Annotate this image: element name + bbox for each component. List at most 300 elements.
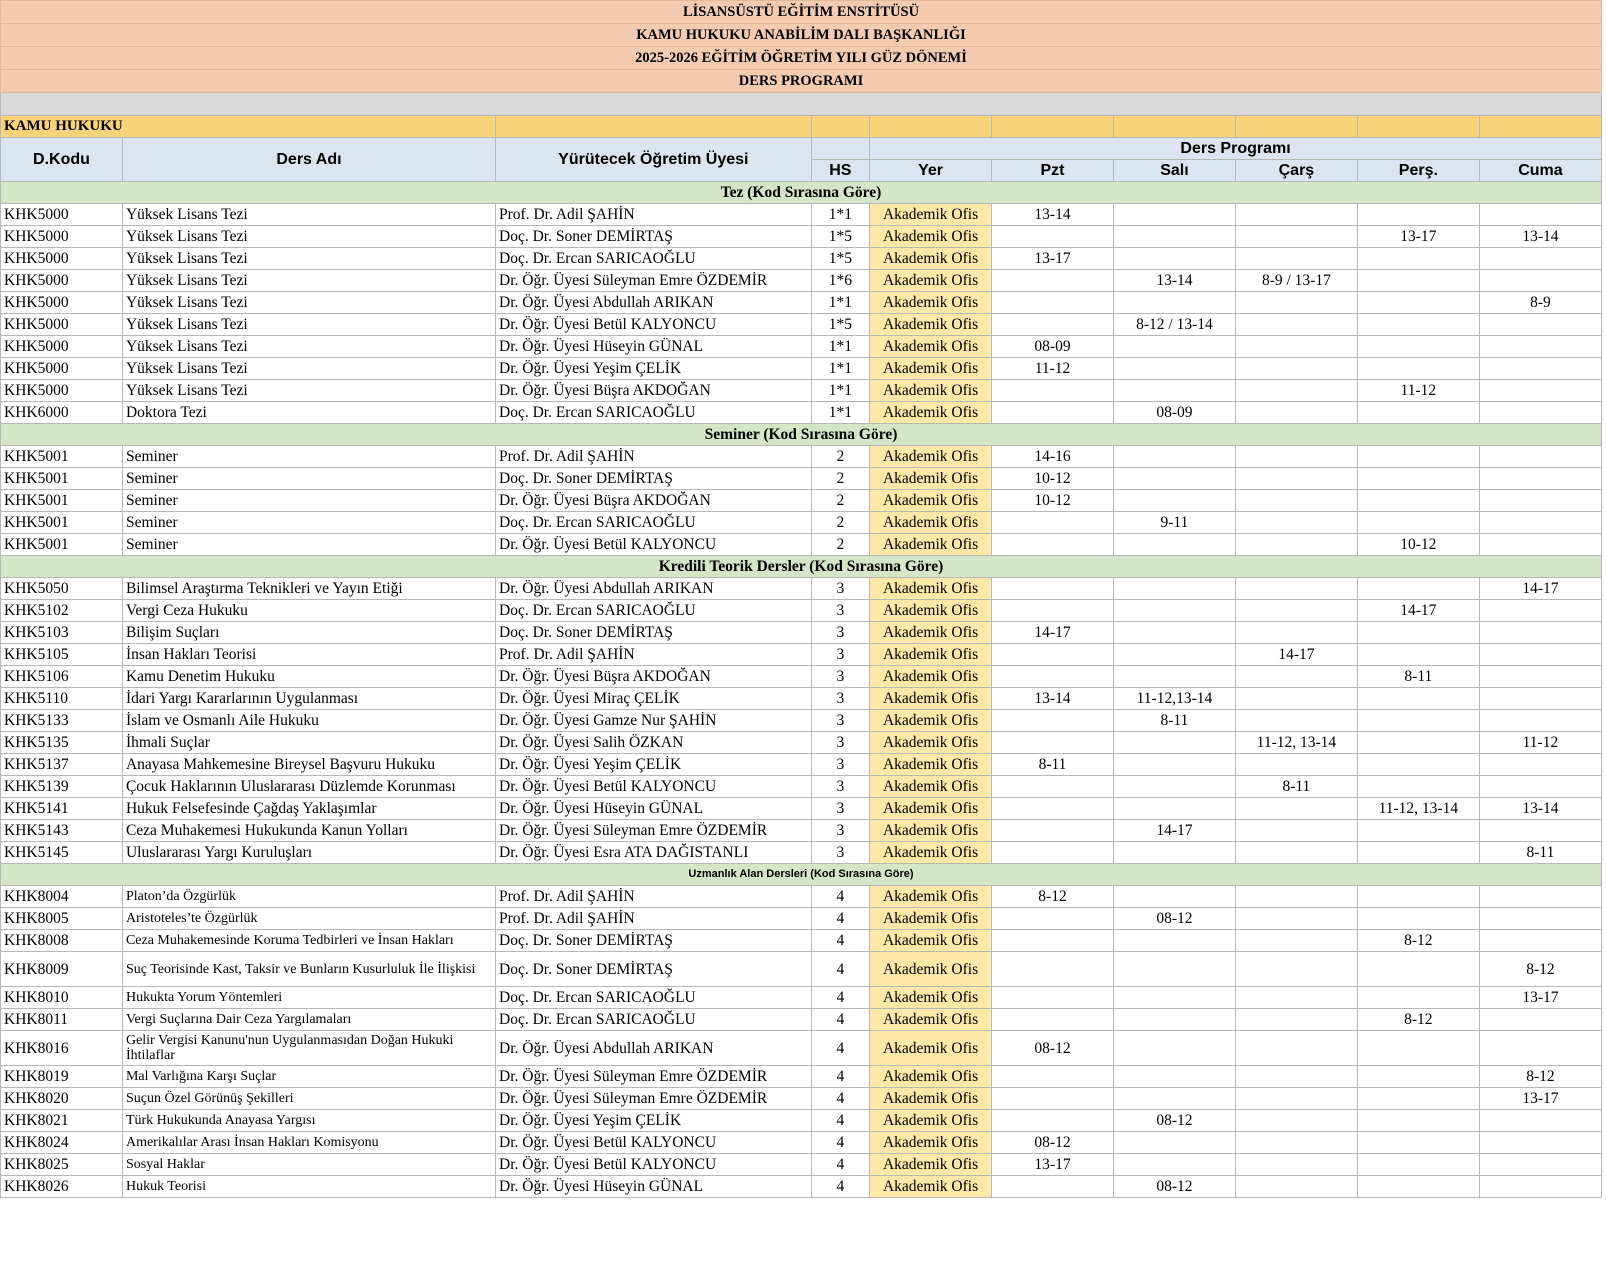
place-cell: Akademik Ofis	[870, 622, 992, 644]
section-title: Kredili Teorik Dersler (Kod Sırasına Göre)	[1, 556, 1602, 578]
course-code: KHK5000	[1, 204, 123, 226]
place-cell: Akademik Ofis	[870, 798, 992, 820]
mon-slot	[992, 842, 1114, 864]
wed-slot	[1235, 490, 1357, 512]
course-name: Ceza Muhakemesi Hukukunda Kanun Yolları	[122, 820, 495, 842]
mon-slot	[992, 226, 1114, 248]
instructor: Dr. Öğr. Üyesi Esra ATA DAĞISTANLI	[496, 842, 812, 864]
fri-slot	[1479, 490, 1601, 512]
course-name: Yüksek Lisans Tezi	[122, 336, 495, 358]
tue-slot	[1113, 248, 1235, 270]
course-name: Suçun Özel Görünüş Şekilleri	[122, 1088, 495, 1110]
hs-value: 4	[811, 1066, 869, 1088]
mon-slot	[992, 1176, 1114, 1198]
instructor: Dr. Öğr. Üyesi Büşra AKDOĞAN	[496, 666, 812, 688]
thu-slot	[1357, 842, 1479, 864]
tue-slot	[1113, 1066, 1235, 1088]
mon-slot: 13-17	[992, 248, 1114, 270]
course-name: Yüksek Lisans Tezi	[122, 270, 495, 292]
instructor: Prof. Dr. Adil ŞAHİN	[496, 644, 812, 666]
course-code: KHK5143	[1, 820, 123, 842]
table-row	[1, 930, 1602, 952]
wed-slot	[1235, 380, 1357, 402]
wed-slot: 11-12, 13-14	[1235, 732, 1357, 754]
wed-slot	[1235, 842, 1357, 864]
hs-value: 3	[811, 600, 869, 622]
course-code: KHK5000	[1, 248, 123, 270]
mon-slot	[992, 820, 1114, 842]
orange-cell	[992, 116, 1114, 138]
instructor: Dr. Öğr. Üyesi Yeşim ÇELİK	[496, 1110, 812, 1132]
thu-slot: 8-11	[1357, 666, 1479, 688]
course-code: KHK8026	[1, 1176, 123, 1198]
mon-slot	[992, 908, 1114, 930]
instructor: Dr. Öğr. Üyesi Salih ÖZKAN	[496, 732, 812, 754]
place-cell: Akademik Ofis	[870, 710, 992, 732]
place-cell: Akademik Ofis	[870, 1176, 992, 1198]
course-code: KHK5141	[1, 798, 123, 820]
orange-cell	[1357, 116, 1479, 138]
place-cell: Akademik Ofis	[870, 930, 992, 952]
wed-slot	[1235, 314, 1357, 336]
wed-slot	[1235, 336, 1357, 358]
col-header-thu: Perş.	[1357, 160, 1479, 182]
course-code: KHK8010	[1, 987, 123, 1009]
instructor: Dr. Öğr. Üyesi Miraç ÇELİK	[496, 688, 812, 710]
tue-slot	[1113, 987, 1235, 1009]
instructor: Dr. Öğr. Üyesi Betül KALYONCU	[496, 534, 812, 556]
course-code: KHK5133	[1, 710, 123, 732]
place-cell: Akademik Ofis	[870, 688, 992, 710]
instructor: Dr. Öğr. Üyesi Gamze Nur ŞAHİN	[496, 710, 812, 732]
table-row	[1, 314, 1602, 336]
course-code: KHK5145	[1, 842, 123, 864]
spacer-row	[1, 93, 1602, 116]
thu-slot	[1357, 732, 1479, 754]
place-cell: Akademik Ofis	[870, 754, 992, 776]
orange-cell	[870, 116, 992, 138]
table-row	[1, 446, 1602, 468]
course-code: KHK5000	[1, 226, 123, 248]
place-cell: Akademik Ofis	[870, 292, 992, 314]
fri-slot	[1479, 468, 1601, 490]
course-code: KHK5001	[1, 490, 123, 512]
table-row	[1, 886, 1602, 908]
course-name: Uluslararası Yargı Kuruluşları	[122, 842, 495, 864]
wed-slot	[1235, 578, 1357, 600]
thu-slot	[1357, 1132, 1479, 1154]
mon-slot: 08-09	[992, 336, 1114, 358]
fri-slot: 13-14	[1479, 798, 1601, 820]
mon-slot	[992, 930, 1114, 952]
place-cell: Akademik Ofis	[870, 666, 992, 688]
hs-value: 1*1	[811, 204, 869, 226]
hs-value: 1*5	[811, 226, 869, 248]
fri-slot	[1479, 534, 1601, 556]
course-code: KHK5001	[1, 468, 123, 490]
hs-value: 3	[811, 578, 869, 600]
instructor: Dr. Öğr. Üyesi Süleyman Emre ÖZDEMİR	[496, 820, 812, 842]
wed-slot	[1235, 798, 1357, 820]
table-row	[1, 1110, 1602, 1132]
fri-slot	[1479, 776, 1601, 798]
course-name: Mal Varlığına Karşı Suçlar	[122, 1066, 495, 1088]
course-code: KHK8020	[1, 1088, 123, 1110]
wed-slot	[1235, 952, 1357, 987]
wed-slot	[1235, 688, 1357, 710]
wed-slot	[1235, 908, 1357, 930]
thu-slot: 10-12	[1357, 534, 1479, 556]
tue-slot: 8-11	[1113, 710, 1235, 732]
table-row	[1, 908, 1602, 930]
wed-slot	[1235, 600, 1357, 622]
hs-value: 1*1	[811, 292, 869, 314]
hs-value: 4	[811, 1154, 869, 1176]
fri-slot	[1479, 930, 1601, 952]
hs-value: 3	[811, 666, 869, 688]
course-code: KHK8011	[1, 1009, 123, 1031]
course-name: Hukukta Yorum Yöntemleri	[122, 987, 495, 1009]
place-cell: Akademik Ofis	[870, 402, 992, 424]
wed-slot	[1235, 1110, 1357, 1132]
course-code: KHK5000	[1, 358, 123, 380]
fri-slot	[1479, 402, 1601, 424]
table-row	[1, 578, 1602, 600]
course-code: KHK5000	[1, 314, 123, 336]
course-name: İnsan Hakları Teorisi	[122, 644, 495, 666]
table-row	[1, 987, 1602, 1009]
fri-slot	[1479, 710, 1601, 732]
col-header-blank	[811, 138, 869, 160]
tue-slot	[1113, 490, 1235, 512]
thu-slot	[1357, 886, 1479, 908]
mon-slot: 08-12	[992, 1132, 1114, 1154]
course-name: Gelir Vergisi Kanunu'nun Uygulanmasıdan Doğan Hukuki İhtilaflar	[122, 1031, 495, 1066]
fri-slot	[1479, 1132, 1601, 1154]
section-header-row	[1, 864, 1602, 886]
course-name: Yüksek Lisans Tezi	[122, 226, 495, 248]
course-code: KHK5103	[1, 622, 123, 644]
instructor: Dr. Öğr. Üyesi Hüseyin GÜNAL	[496, 798, 812, 820]
fri-slot: 13-14	[1479, 226, 1601, 248]
table-row	[1, 270, 1602, 292]
place-cell: Akademik Ofis	[870, 644, 992, 666]
table-row	[1, 248, 1602, 270]
wed-slot	[1235, 622, 1357, 644]
instructor: Doç. Dr. Soner DEMİRTAŞ	[496, 226, 812, 248]
wed-slot	[1235, 1132, 1357, 1154]
table-row	[1, 1154, 1602, 1176]
department-label: KAMU HUKUKU	[1, 116, 496, 138]
table-row	[1, 402, 1602, 424]
course-code: KHK8021	[1, 1110, 123, 1132]
instructor: Doç. Dr. Ercan SARICAOĞLU	[496, 512, 812, 534]
instructor: Doç. Dr. Soner DEMİRTAŞ	[496, 930, 812, 952]
place-cell: Akademik Ofis	[870, 204, 992, 226]
header-line-2: KAMU HUKUKU ANABİLİM DALI BAŞKANLIĞI	[1, 24, 1602, 47]
place-cell: Akademik Ofis	[870, 380, 992, 402]
fri-slot	[1479, 1110, 1601, 1132]
thu-slot	[1357, 908, 1479, 930]
tue-slot	[1113, 842, 1235, 864]
mon-slot: 13-17	[992, 1154, 1114, 1176]
wed-slot	[1235, 248, 1357, 270]
hs-value: 2	[811, 512, 869, 534]
mon-slot	[992, 1066, 1114, 1088]
fri-slot	[1479, 204, 1601, 226]
hs-value: 4	[811, 987, 869, 1009]
tue-slot	[1113, 1132, 1235, 1154]
thu-slot	[1357, 820, 1479, 842]
thu-slot: 13-17	[1357, 226, 1479, 248]
col-header-mon: Pzt	[992, 160, 1114, 182]
table-row	[1, 798, 1602, 820]
place-cell: Akademik Ofis	[870, 886, 992, 908]
hs-value: 2	[811, 446, 869, 468]
thu-slot	[1357, 754, 1479, 776]
hs-value: 4	[811, 1031, 869, 1066]
course-code: KHK5000	[1, 270, 123, 292]
table-row	[1, 754, 1602, 776]
fri-slot	[1479, 270, 1601, 292]
col-header-wed: Çarş	[1235, 160, 1357, 182]
instructor: Dr. Öğr. Üyesi Yeşim ÇELİK	[496, 358, 812, 380]
tue-slot: 08-09	[1113, 402, 1235, 424]
tue-slot	[1113, 578, 1235, 600]
wed-slot	[1235, 754, 1357, 776]
hs-value: 4	[811, 1176, 869, 1198]
thu-slot	[1357, 204, 1479, 226]
tue-slot: 08-12	[1113, 908, 1235, 930]
mon-slot	[992, 292, 1114, 314]
tue-slot: 14-17	[1113, 820, 1235, 842]
course-name: Amerikalılar Arası İnsan Hakları Komisyonu	[122, 1132, 495, 1154]
course-name: Yüksek Lisans Tezi	[122, 380, 495, 402]
tue-slot	[1113, 930, 1235, 952]
orange-cell	[811, 116, 869, 138]
hs-value: 1*5	[811, 314, 869, 336]
fri-slot	[1479, 1154, 1601, 1176]
wed-slot	[1235, 987, 1357, 1009]
fri-slot	[1479, 688, 1601, 710]
place-cell: Akademik Ofis	[870, 578, 992, 600]
col-header-code: D.Kodu	[1, 138, 123, 182]
instructor: Dr. Öğr. Üyesi Abdullah ARIKAN	[496, 578, 812, 600]
col-header-instructor: Yürütecek Öğretim Üyesi	[496, 138, 812, 182]
course-code: KHK8005	[1, 908, 123, 930]
fri-slot	[1479, 644, 1601, 666]
mon-slot: 13-14	[992, 204, 1114, 226]
table-row	[1, 336, 1602, 358]
tue-slot	[1113, 754, 1235, 776]
tue-slot: 11-12,13-14	[1113, 688, 1235, 710]
table-row	[1, 1176, 1602, 1198]
table-row	[1, 1088, 1602, 1110]
section-title: Uzmanlık Alan Dersleri (Kod Sırasına Göre)	[1, 864, 1602, 886]
course-name: Kamu Denetim Hukuku	[122, 666, 495, 688]
table-row	[1, 688, 1602, 710]
hs-value: 3	[811, 688, 869, 710]
course-code: KHK8019	[1, 1066, 123, 1088]
tue-slot	[1113, 732, 1235, 754]
table-row	[1, 204, 1602, 226]
table-row	[1, 534, 1602, 556]
course-code: KHK5000	[1, 292, 123, 314]
thu-slot	[1357, 776, 1479, 798]
thu-slot	[1357, 248, 1479, 270]
wed-slot	[1235, 204, 1357, 226]
hs-value: 4	[811, 952, 869, 987]
thu-slot	[1357, 358, 1479, 380]
hs-value: 2	[811, 534, 869, 556]
col-header-program: Ders Programı	[870, 138, 1602, 160]
tue-slot: 08-12	[1113, 1176, 1235, 1198]
place-cell: Akademik Ofis	[870, 1154, 992, 1176]
fri-slot	[1479, 622, 1601, 644]
wed-slot	[1235, 446, 1357, 468]
wed-slot	[1235, 1009, 1357, 1031]
wed-slot: 14-17	[1235, 644, 1357, 666]
course-code: KHK5106	[1, 666, 123, 688]
mon-slot	[992, 1110, 1114, 1132]
course-name: Seminer	[122, 534, 495, 556]
thu-slot	[1357, 314, 1479, 336]
tue-slot	[1113, 1088, 1235, 1110]
col-header-place: Yer	[870, 160, 992, 182]
instructor: Doç. Dr. Ercan SARICAOĞLU	[496, 402, 812, 424]
course-code: KHK5000	[1, 380, 123, 402]
course-name: İhmali Suçlar	[122, 732, 495, 754]
thu-slot	[1357, 578, 1479, 600]
mon-slot	[992, 314, 1114, 336]
instructor: Dr. Öğr. Üyesi Betül KALYONCU	[496, 1132, 812, 1154]
course-code: KHK5137	[1, 754, 123, 776]
orange-cell	[1235, 116, 1357, 138]
place-cell: Akademik Ofis	[870, 952, 992, 987]
wed-slot	[1235, 930, 1357, 952]
thu-slot	[1357, 622, 1479, 644]
hs-value: 3	[811, 754, 869, 776]
tue-slot	[1113, 204, 1235, 226]
col-header-fri: Cuma	[1479, 160, 1601, 182]
fri-slot: 13-17	[1479, 1088, 1601, 1110]
hs-value: 1*6	[811, 270, 869, 292]
mon-slot	[992, 710, 1114, 732]
course-name: Hukuk Felsefesinde Çağdaş Yaklaşımlar	[122, 798, 495, 820]
section-header-row	[1, 182, 1602, 204]
tue-slot	[1113, 1031, 1235, 1066]
table-row	[1, 490, 1602, 512]
course-name: Seminer	[122, 468, 495, 490]
mon-slot: 14-17	[992, 622, 1114, 644]
course-code: KHK5001	[1, 512, 123, 534]
fri-slot	[1479, 358, 1601, 380]
place-cell: Akademik Ofis	[870, 358, 992, 380]
mon-slot	[992, 776, 1114, 798]
col-header-course: Ders Adı	[122, 138, 495, 182]
instructor: Dr. Öğr. Üyesi Betül KALYONCU	[496, 776, 812, 798]
tue-slot	[1113, 622, 1235, 644]
mon-slot: 8-12	[992, 886, 1114, 908]
hs-value: 4	[811, 1088, 869, 1110]
course-code: KHK5001	[1, 446, 123, 468]
tue-slot	[1113, 226, 1235, 248]
mon-slot	[992, 732, 1114, 754]
mon-slot: 13-14	[992, 688, 1114, 710]
wed-slot	[1235, 886, 1357, 908]
tue-slot	[1113, 446, 1235, 468]
hs-value: 1*1	[811, 358, 869, 380]
course-name: Yüksek Lisans Tezi	[122, 204, 495, 226]
instructor: Dr. Öğr. Üyesi Abdullah ARIKAN	[496, 1031, 812, 1066]
instructor: Prof. Dr. Adil ŞAHİN	[496, 204, 812, 226]
hs-value: 3	[811, 820, 869, 842]
thu-slot: 8-12	[1357, 1009, 1479, 1031]
table-row	[1, 666, 1602, 688]
hs-value: 3	[811, 842, 869, 864]
wed-slot	[1235, 1154, 1357, 1176]
table-row	[1, 644, 1602, 666]
thu-slot	[1357, 270, 1479, 292]
hs-value: 3	[811, 732, 869, 754]
mon-slot	[992, 952, 1114, 987]
thu-slot	[1357, 688, 1479, 710]
place-cell: Akademik Ofis	[870, 842, 992, 864]
tue-slot	[1113, 666, 1235, 688]
fri-slot: 8-12	[1479, 952, 1601, 987]
hs-value: 3	[811, 644, 869, 666]
mon-slot	[992, 578, 1114, 600]
thu-slot: 14-17	[1357, 600, 1479, 622]
thu-slot	[1357, 402, 1479, 424]
place-cell: Akademik Ofis	[870, 490, 992, 512]
mon-slot	[992, 380, 1114, 402]
course-code: KHK8025	[1, 1154, 123, 1176]
hs-value: 3	[811, 776, 869, 798]
mon-slot	[992, 1009, 1114, 1031]
wed-slot: 8-11	[1235, 776, 1357, 798]
instructor: Dr. Öğr. Üyesi Betül KALYONCU	[496, 1154, 812, 1176]
mon-slot	[992, 1088, 1114, 1110]
thu-slot	[1357, 987, 1479, 1009]
thu-slot	[1357, 1110, 1479, 1132]
course-name: Seminer	[122, 446, 495, 468]
thu-slot	[1357, 1066, 1479, 1088]
col-header-hs: HS	[811, 160, 869, 182]
course-name: Seminer	[122, 490, 495, 512]
course-name: Sosyal Haklar	[122, 1154, 495, 1176]
course-name: Vergi Ceza Hukuku	[122, 600, 495, 622]
table-row	[1, 820, 1602, 842]
fri-slot	[1479, 820, 1601, 842]
instructor: Prof. Dr. Adil ŞAHİN	[496, 908, 812, 930]
fri-slot	[1479, 886, 1601, 908]
place-cell: Akademik Ofis	[870, 776, 992, 798]
mon-slot	[992, 644, 1114, 666]
table-row	[1, 226, 1602, 248]
place-cell: Akademik Ofis	[870, 534, 992, 556]
wed-slot	[1235, 820, 1357, 842]
fri-slot: 11-12	[1479, 732, 1601, 754]
wed-slot	[1235, 292, 1357, 314]
table-row	[1, 776, 1602, 798]
mon-slot	[992, 270, 1114, 292]
instructor: Dr. Öğr. Üyesi Betül KALYONCU	[496, 314, 812, 336]
mon-slot: 10-12	[992, 468, 1114, 490]
course-name: İslam ve Osmanlı Aile Hukuku	[122, 710, 495, 732]
thu-slot	[1357, 710, 1479, 732]
header-line-1: LİSANSÜSTÜ EĞİTİM ENSTİTÜSÜ	[1, 1, 1602, 24]
